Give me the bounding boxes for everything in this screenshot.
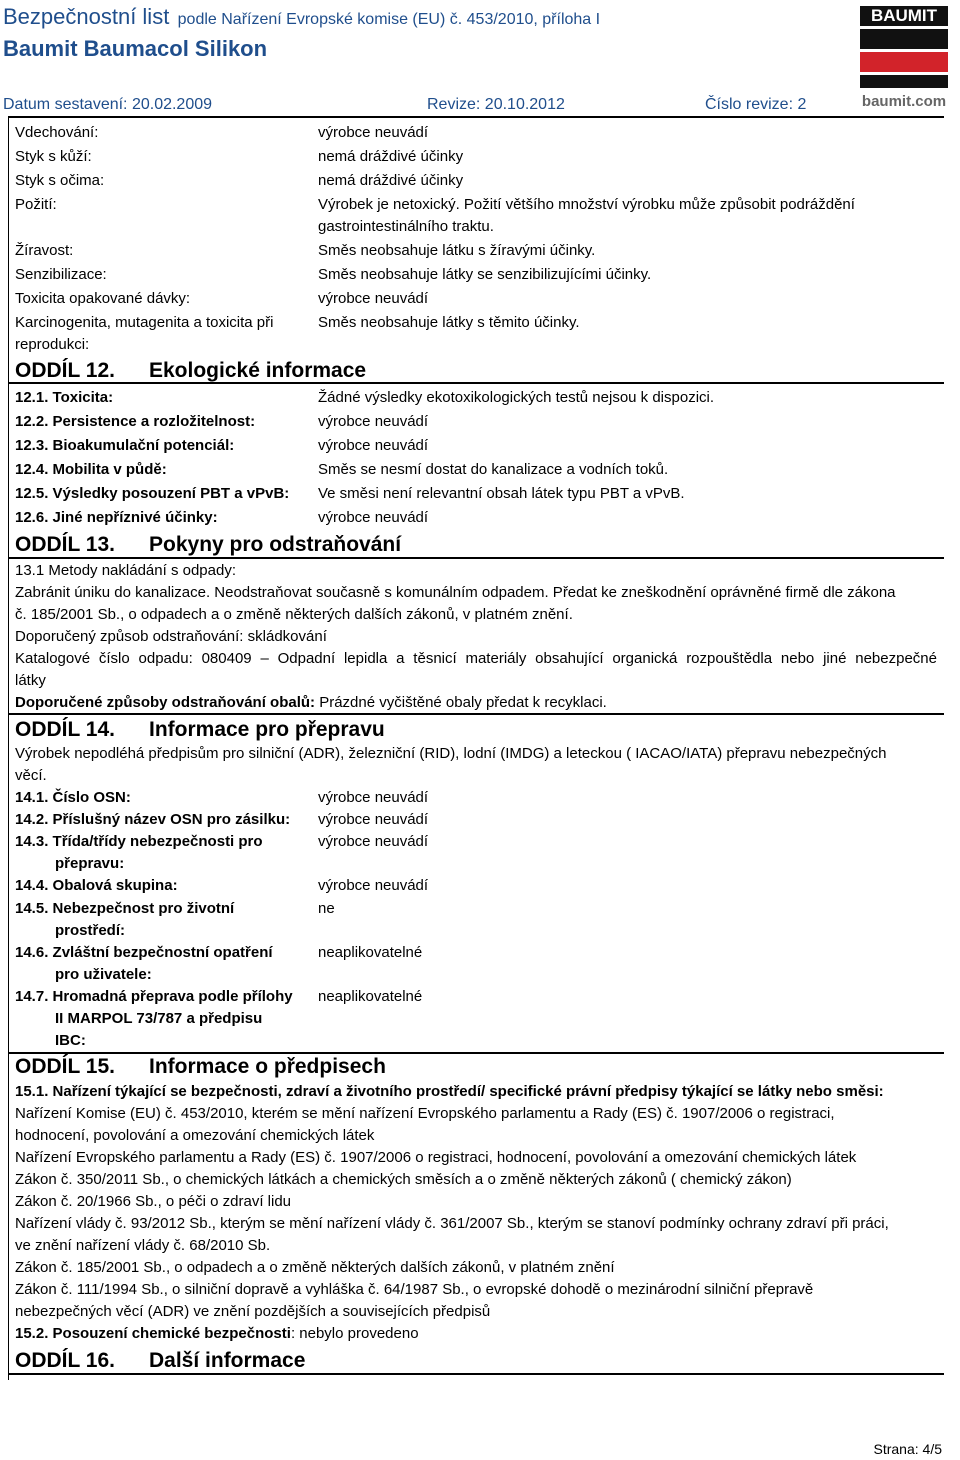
transport-label: 14.6. Zvláštní bezpečnostní opatření bbox=[15, 944, 273, 961]
transport-label-cont: přepravu: bbox=[55, 855, 125, 872]
transport-label: 14.7. Hromadná přeprava podle přílohy bbox=[15, 988, 293, 1005]
document-title-regulation: podle Nařízení Evropské komise (EU) č. 453/2010, příloha I bbox=[177, 11, 601, 28]
regulation-line: Zákon č. 185/2001 Sb., o odpadech a o změně některých dalších zákonů, v platném znění bbox=[15, 1259, 615, 1276]
tox-label: Styk s kůží: bbox=[15, 148, 92, 165]
waste-catalogue-number: Katalogové číslo odpadu: 080409 – Odpadní lepidla a těsnicí materiály obsahující organická rozpouštědla nebo jiné nebezpečné bbox=[15, 650, 937, 667]
regulation-line: Zákon č. 350/2011 Sb., o chemických látkách a chemických směsích a o změně některých zákonů ( chemický zákon) bbox=[15, 1171, 792, 1188]
transport-value: výrobce neuvádí bbox=[318, 811, 429, 828]
tox-value: Směs neobsahuje látku s žíravými účinky. bbox=[318, 242, 596, 259]
eco-value: výrobce neuvádí bbox=[318, 509, 429, 526]
transport-label: 14.3. Třída/třídy nebezpečnosti pro bbox=[15, 833, 263, 850]
eco-label: 12.2. Persistence a rozložitelnost: bbox=[15, 413, 256, 430]
regulation-line: Nařízení Komise (EU) č. 453/2010, kterém se mění nařízení Evropského parlamentu a Rady (ES) č. 1907/2006 o registraci, bbox=[15, 1105, 835, 1122]
transport-value: neaplikovatelné bbox=[318, 988, 423, 1005]
section-title: Informace o předpisech bbox=[149, 1055, 386, 1078]
tox-value: výrobce neuvádí bbox=[318, 290, 429, 307]
transport-label-cont: IBC: bbox=[55, 1032, 86, 1049]
waste-text: Zabránit úniku do kanalizace. Neodstraňovat současně s komunálním odpadem. Předat ke zneškodnění oprávněné firmě dle zákona bbox=[15, 584, 896, 601]
eco-label: 12.1. Toxicita: bbox=[15, 389, 114, 406]
tox-value: nemá dráždivé účinky bbox=[318, 148, 464, 165]
eco-label: 12.5. Výsledky posouzení PBT a vPvB: bbox=[15, 485, 290, 502]
eco-value: výrobce neuvádí bbox=[318, 413, 429, 430]
packaging-disposal-label: Doporučené způsoby odstraňování obalů: bbox=[15, 694, 316, 711]
waste-method: Doporučený způsob odstraňování: skládkování bbox=[15, 628, 327, 645]
section-title: Ekologické informace bbox=[149, 359, 367, 382]
waste-catalogue-cont: látky bbox=[15, 672, 46, 689]
regulation-line: hodnocení, povolování a omezování chemických látek bbox=[15, 1127, 375, 1144]
eco-label: 12.3. Bioakumulační potenciál: bbox=[15, 437, 235, 454]
section-number: ODDÍL 12. bbox=[15, 359, 115, 382]
divider bbox=[8, 713, 944, 715]
revision-date: Revize: 20.10.2012 bbox=[427, 96, 565, 113]
transport-value: ne bbox=[318, 900, 335, 917]
transport-label: 14.1. Číslo OSN: bbox=[15, 789, 131, 806]
divider bbox=[8, 1052, 944, 1054]
section-title: Informace pro přepravu bbox=[149, 718, 385, 741]
regulations-heading: 15.1. Nařízení týkající se bezpečnosti, zdraví a životního prostředí/ specifické právní předpisy týkající se látky nebo směsi: bbox=[15, 1083, 884, 1100]
waste-methods-heading: 13.1 Metody nakládání s odpady: bbox=[15, 562, 236, 579]
revision-number: Číslo revize: 2 bbox=[705, 96, 807, 113]
tox-value: Směs neobsahuje látky se senzibilizujícími účinky. bbox=[318, 266, 652, 283]
section-number: ODDÍL 14. bbox=[15, 718, 115, 741]
tox-value: výrobce neuvádí bbox=[318, 124, 429, 141]
eco-value: Ve směsi není relevantní obsah látek typu PBT a vPvB. bbox=[318, 485, 685, 502]
divider bbox=[8, 557, 944, 559]
date-compiled: Datum sestavení: 20.02.2009 bbox=[3, 96, 213, 113]
transport-intro-cont: věcí. bbox=[15, 767, 47, 784]
section-title: Pokyny pro odstraňování bbox=[149, 533, 402, 556]
chemical-safety-label: 15.2. Posouzení chemické bezpečnosti bbox=[15, 1325, 291, 1342]
baumit-logo bbox=[856, 2, 952, 110]
eco-label: 12.4. Mobilita v půdě: bbox=[15, 461, 167, 478]
tox-label: Vdechování: bbox=[15, 124, 99, 141]
transport-value: výrobce neuvádí bbox=[318, 789, 429, 806]
regulation-line: nebezpečných věcí (ADR) ve znění pozdějších a souvisejících předpisů bbox=[15, 1303, 491, 1320]
waste-text: č. 185/2001 Sb., o odpadech a o změně některých dalších zákonů, v platném znění. bbox=[15, 606, 573, 623]
tox-value: Výrobek je netoxický. Požití většího množství výrobku může způsobit podráždění bbox=[318, 196, 855, 213]
transport-label-cont: II MARPOL 73/787 a předpisu bbox=[55, 1010, 263, 1027]
document-title bbox=[3, 4, 600, 30]
packaging-disposal-value: Prázdné vyčištěné obaly předat k recyklaci. bbox=[315, 694, 607, 711]
divider bbox=[8, 116, 944, 118]
regulation-line: Zákon č. 111/1994 Sb., o silniční dopravě a vyhláška č. 64/1987 Sb., o evropské dohodě o mezinárodní silniční přepravě bbox=[15, 1281, 814, 1298]
section-number: ODDÍL 13. bbox=[15, 533, 115, 556]
transport-label-cont: prostředí: bbox=[55, 922, 126, 939]
transport-intro: Výrobek nepodléhá předpisům pro silniční (ADR), železniční (RID), lodní (IMDG) a leteckou ( IACAO/IATA) přepravu nebezpečných bbox=[15, 745, 887, 762]
eco-value: Směs se nesmí dostat do kanalizace a vodních toků. bbox=[318, 461, 669, 478]
chemical-safety-assessment bbox=[15, 1325, 419, 1343]
regulation-line: Zákon č. 20/1966 Sb., o péči o zdraví lidu bbox=[15, 1193, 291, 1210]
tox-value: nemá dráždivé účinky bbox=[318, 172, 464, 189]
transport-label-cont: pro uživatele: bbox=[55, 966, 152, 983]
logo-url: baumit.com bbox=[861, 93, 947, 110]
eco-value: Žádné výsledky ekotoxikologických testů nejsou k dispozici. bbox=[318, 389, 715, 406]
regulation-line: Nařízení vlády č. 93/2012 Sb., kterým se mění nařízení vlády č. 361/2007 Sb., kterým se stanoví podmínky ochrany zdraví při práci, bbox=[15, 1215, 889, 1232]
transport-label: 14.4. Obalová skupina: bbox=[15, 877, 178, 894]
left-border bbox=[8, 117, 9, 1380]
eco-label: 12.6. Jiné nepříznivé účinky: bbox=[15, 509, 218, 526]
chemical-safety-value: : nebylo provedeno bbox=[290, 1325, 419, 1342]
section-number: ODDÍL 16. bbox=[15, 1349, 115, 1372]
tox-label: Styk s očima: bbox=[15, 172, 105, 189]
tox-label: Senzibilizace: bbox=[15, 266, 107, 283]
eco-value: výrobce neuvádí bbox=[318, 437, 429, 454]
section-number: ODDÍL 15. bbox=[15, 1055, 115, 1078]
transport-value: výrobce neuvádí bbox=[318, 877, 429, 894]
transport-value: neaplikovatelné bbox=[318, 944, 423, 961]
product-name: Baumit Baumacol Silikon bbox=[3, 36, 268, 61]
page-number: Strana: 4/5 bbox=[873, 1441, 942, 1457]
tox-label: Požití: bbox=[15, 196, 57, 213]
divider bbox=[8, 1373, 944, 1375]
tox-label-cont: reprodukci: bbox=[15, 336, 90, 353]
tox-label: Toxicita opakované dávky: bbox=[15, 290, 191, 307]
transport-value: výrobce neuvádí bbox=[318, 833, 429, 850]
transport-label: 14.2. Příslušný název OSN pro zásilku: bbox=[15, 811, 291, 828]
packaging-disposal bbox=[15, 694, 607, 712]
tox-label: Žíravost: bbox=[15, 242, 74, 259]
transport-label: 14.5. Nebezpečnost pro životní bbox=[15, 900, 235, 917]
logo-text: BAUMIT bbox=[870, 6, 938, 25]
regulation-line: ve znění nařízení vlády č. 68/2010 Sb. bbox=[15, 1237, 271, 1254]
regulation-line: Nařízení Evropského parlamentu a Rady (ES) č. 1907/2006 o registraci, hodnocení, povolování a omezování chemických látek bbox=[15, 1149, 857, 1166]
document-title-main: Bezpečnostní list bbox=[3, 4, 170, 29]
section-title: Další informace bbox=[149, 1349, 306, 1372]
tox-label: Karcinogenita, mutagenita a toxicita při bbox=[15, 314, 274, 331]
tox-value: Směs neobsahuje látky s těmito účinky. bbox=[318, 314, 580, 331]
tox-value-cont: gastrointestinálního traktu. bbox=[318, 218, 494, 235]
